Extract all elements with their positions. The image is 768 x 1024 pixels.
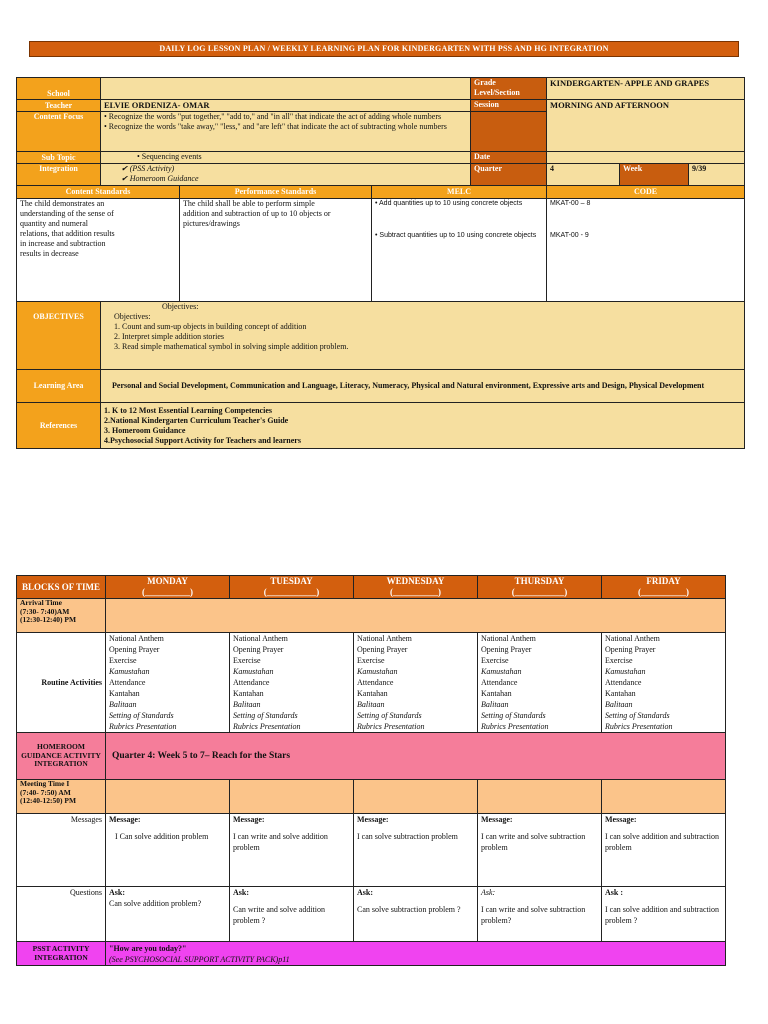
routine-item: Rubrics Presentation (605, 722, 673, 731)
pss-activity-value (106, 942, 726, 966)
routine-item: Setting of Standards (233, 711, 298, 720)
messages-label: Messages (17, 814, 106, 887)
school-value (101, 78, 471, 100)
lesson-info-table (16, 77, 745, 449)
reference-item: 3. Homeroom Guidance (104, 425, 186, 435)
routine-item: Setting of Standards (605, 711, 670, 720)
routine-item: Balitaan (357, 700, 385, 709)
routine-item: Kantahan (357, 689, 388, 698)
performance-standards-text: The child shall be able to perform simple addition and subtraction of up to 10 objects or pictures/drawings (180, 199, 372, 302)
learning-area-value: Personal and Social Development, Communication and Language, Literacy, Numeracy, Physical and Natural environment, Expressive arts and Design, Physical Development (101, 370, 745, 403)
ask-heading: Ask: (357, 888, 374, 897)
day-name: THURSDAY (514, 576, 565, 586)
session-value: MORNING AND AFTERNOON (547, 100, 745, 152)
ask-heading: Ask: (233, 888, 250, 897)
day-name: TUESDAY (270, 576, 313, 586)
code-item: MKAT-00 – 8 (550, 200, 591, 207)
routine-item: Rubrics Presentation (109, 722, 177, 731)
objectives-value (101, 302, 745, 370)
objectives-label: OBJECTIVES (17, 302, 101, 370)
routine-list-monday (106, 633, 230, 733)
question-text: I can write and solve subtraction problem? (481, 905, 586, 925)
code-text (547, 199, 745, 302)
routine-item: Kamustahan (109, 667, 150, 676)
message-cell-tuesday (230, 814, 354, 887)
question-text: I can solve addition and subtraction problem ? (605, 905, 719, 925)
reference-item: 4.Psychosocial Support Activity for Teachers and learners (104, 435, 301, 445)
routine-item: Exercise (481, 656, 509, 665)
day-header-tuesday (230, 576, 354, 599)
routine-item: Attendance (233, 678, 270, 687)
routine-item: Kamustahan (233, 667, 274, 676)
message-heading: Message: (233, 815, 265, 824)
day-header-friday (602, 576, 726, 599)
question-text: Can solve subtraction problem ? (357, 905, 461, 914)
content-standards-header: Content Standards (17, 186, 180, 199)
message-text: I Can solve addition problem (115, 832, 209, 841)
code-header: CODE (547, 186, 745, 199)
day-date-blank: (__________) (390, 587, 441, 597)
ask-heading: Ask : (605, 888, 624, 897)
reference-item: 1. K to 12 Most Essential Learning Competencies (104, 405, 272, 415)
pss-activity-label: PSST ACTIVITY INTEGRATION (17, 942, 106, 966)
date-label: Date (471, 152, 547, 164)
routine-item: Opening Prayer (481, 645, 532, 654)
objectives-heading: Objectives: (162, 302, 199, 311)
routine-item: Kamustahan (605, 667, 646, 676)
document-title-banner: DAILY LOG LESSON PLAN / WEEKLY LEARNING PLAN FOR KINDERGARTEN WITH PSS AND HG INTEGRATION (29, 41, 739, 57)
content-standards-text: The child demonstrates an understanding of the sense of quantity and numeral relations, that addition results in increase and subtraction results in decrease (17, 199, 180, 302)
meeting-cell-monday (106, 780, 230, 814)
message-text: I can write and solve addition problem (233, 832, 328, 852)
reference-item: 2.National Kindergarten Curriculum Teacher's Guide (104, 415, 289, 425)
subtopic-label: Sub Topic (17, 152, 101, 164)
date-value (547, 152, 745, 164)
melc-item: • Subtract quantities up to 10 using concrete objects (375, 232, 537, 239)
routine-activities-label: Routine Activities (17, 633, 106, 733)
objective-item: 3. Read simple mathematical symbol in solving simple addition problem. (114, 342, 349, 351)
objectives-subheading: Objectives: (114, 312, 151, 321)
ask-heading: Ask: (109, 888, 126, 897)
routine-item: Setting of Standards (109, 711, 174, 720)
routine-item: Kantahan (481, 689, 512, 698)
question-cell-friday (602, 887, 726, 942)
routine-list-friday (602, 633, 726, 733)
content-focus-label: Content Focus (17, 112, 101, 152)
questions-label: Questions (17, 887, 106, 942)
homeroom-guidance-label: HOMEROOM GUIDANCE ACTIVITY INTEGRATION (17, 733, 106, 780)
day-name: WEDNESDAY (386, 576, 445, 586)
references-value (101, 403, 745, 449)
routine-item: Attendance (109, 678, 146, 687)
arrival-pm: (12:30-12:40) PM (20, 615, 77, 624)
question-cell-tuesday (230, 887, 354, 942)
session-label: Session (471, 100, 547, 112)
day-name: FRIDAY (646, 576, 681, 586)
routine-list-wednesday (354, 633, 478, 733)
arrival-time-label (17, 599, 106, 633)
quarter-label: Quarter (471, 164, 547, 186)
routine-item: Balitaan (481, 700, 509, 709)
meeting-time-label (17, 780, 106, 814)
day-date-blank: (___________) (263, 587, 320, 597)
routine-item: National Anthem (481, 634, 536, 643)
routine-item: Kantahan (109, 689, 140, 698)
performance-standards-header: Performance Standards (180, 186, 372, 199)
routine-item: Opening Prayer (357, 645, 408, 654)
message-heading: Message: (109, 815, 141, 824)
meeting-pm: (12:40-12:50) PM (20, 796, 77, 805)
routine-item: Setting of Standards (481, 711, 546, 720)
routine-item: Setting of Standards (357, 711, 422, 720)
routine-item: National Anthem (233, 634, 288, 643)
references-label: References (17, 403, 101, 449)
arrival-time-cell (106, 599, 726, 633)
routine-item: Opening Prayer (109, 645, 160, 654)
grade-value: KINDERGARTEN- APPLE AND GRAPES (547, 78, 745, 100)
message-cell-thursday (478, 814, 602, 887)
routine-item: Attendance (605, 678, 642, 687)
blocks-of-time-header: BLOCKS OF TIME (17, 576, 106, 599)
day-name: MONDAY (147, 576, 188, 586)
integration-label: Integration (17, 164, 101, 186)
week-value: 9/39 (689, 164, 745, 186)
meeting-title: Meeting Time I (20, 779, 70, 788)
meeting-am: (7:40- 7:50) AM (20, 787, 71, 797)
day-date-blank: (__________) (638, 587, 689, 597)
school-label: School (17, 78, 101, 100)
message-text: I can solve subtraction problem (357, 832, 458, 841)
weekly-schedule-table (16, 575, 726, 966)
day-date-blank: (__________) (142, 587, 193, 597)
routine-item: Kamustahan (481, 667, 522, 676)
integration-value (101, 164, 471, 186)
message-heading: Message: (357, 815, 389, 824)
routine-item: Kamustahan (357, 667, 398, 676)
routine-item: Rubrics Presentation (357, 722, 425, 731)
melc-text (372, 199, 547, 302)
pss-question: "How are you today?" (109, 943, 187, 953)
message-text: I can solve addition and subtraction problem (605, 832, 719, 852)
session-filler (471, 112, 547, 152)
routine-item: National Anthem (109, 634, 164, 643)
code-item: MKAT-00 - 9 (550, 232, 589, 239)
question-cell-thursday (478, 887, 602, 942)
routine-list-thursday (478, 633, 602, 733)
melc-item: • Add quantities up to 10 using concrete objects (375, 200, 523, 207)
routine-item: Exercise (233, 656, 261, 665)
objective-item: 1. Count and sum-up objects in building concept of addition (114, 322, 307, 331)
routine-item: Exercise (605, 656, 633, 665)
meeting-cell-thursday (478, 780, 602, 814)
arrival-am: (7:30- 7:40)AM (20, 606, 70, 616)
meeting-cell-tuesday (230, 780, 354, 814)
message-heading: Message: (605, 815, 637, 824)
quarter-value: 4 (547, 164, 620, 186)
week-label: Week (620, 164, 689, 186)
question-cell-monday (106, 887, 230, 942)
routine-item: Rubrics Presentation (481, 722, 549, 731)
arrival-title: Arrival Time (20, 598, 63, 607)
objective-item: 2. Interpret simple addition stories (114, 332, 224, 341)
routine-item: Attendance (357, 678, 394, 687)
subtopic-value: • Sequencing events (101, 152, 471, 164)
question-text: Can solve addition problem? (109, 899, 202, 908)
routine-item: Balitaan (233, 700, 261, 709)
question-text: Can write and solve addition problem ? (233, 905, 325, 925)
routine-item: Attendance (481, 678, 518, 687)
routine-item: Kantahan (233, 689, 264, 698)
integration-item-pss: ✔ (PSS Activity) (121, 164, 175, 173)
day-date-blank: (___________) (511, 587, 568, 597)
day-header-thursday (478, 576, 602, 599)
message-text: I can write and solve subtraction problem (481, 832, 586, 852)
routine-item: Balitaan (109, 700, 137, 709)
content-focus-value (101, 112, 471, 152)
homeroom-guidance-value: Quarter 4: Week 5 to 7– Reach for the Stars (106, 733, 726, 780)
routine-list-tuesday (230, 633, 354, 733)
content-focus-item: • Recognize the words "put together," "add to," and "in all" that indicate the act of adding whole numbers (104, 112, 442, 121)
routine-item: Balitaan (605, 700, 633, 709)
integration-item-homeroom: ✔ Homeroom Guidance (121, 174, 199, 183)
meeting-cell-wednesday (354, 780, 478, 814)
message-heading: Message: (481, 815, 513, 824)
message-cell-wednesday (354, 814, 478, 887)
routine-item: Exercise (357, 656, 385, 665)
routine-item: Rubrics Presentation (233, 722, 301, 731)
melc-header: MELC (372, 186, 547, 199)
routine-item: National Anthem (605, 634, 660, 643)
routine-item: Kantahan (605, 689, 636, 698)
teacher-label: Teacher (17, 100, 101, 112)
pss-reference: (See PSYCHOSOCIAL SUPPORT ACTIVITY PACK)p11 (109, 954, 290, 964)
day-header-monday (106, 576, 230, 599)
routine-item: National Anthem (357, 634, 412, 643)
routine-item: Opening Prayer (605, 645, 656, 654)
ask-heading: Ask: (481, 888, 496, 897)
day-header-wednesday (354, 576, 478, 599)
routine-item: Exercise (109, 656, 137, 665)
content-focus-item: • Recognize the words "take away," "less," and "are left" that indicate the act of subtracting whole numbers (104, 122, 447, 131)
question-cell-wednesday (354, 887, 478, 942)
teacher-value: ELVIE ORDENIZA- OMAR (101, 100, 471, 112)
grade-label: Grade Level/Section (471, 78, 547, 100)
meeting-cell-friday (602, 780, 726, 814)
routine-item: Opening Prayer (233, 645, 284, 654)
message-cell-monday (106, 814, 230, 887)
learning-area-label: Learning Area (17, 370, 101, 403)
message-cell-friday (602, 814, 726, 887)
